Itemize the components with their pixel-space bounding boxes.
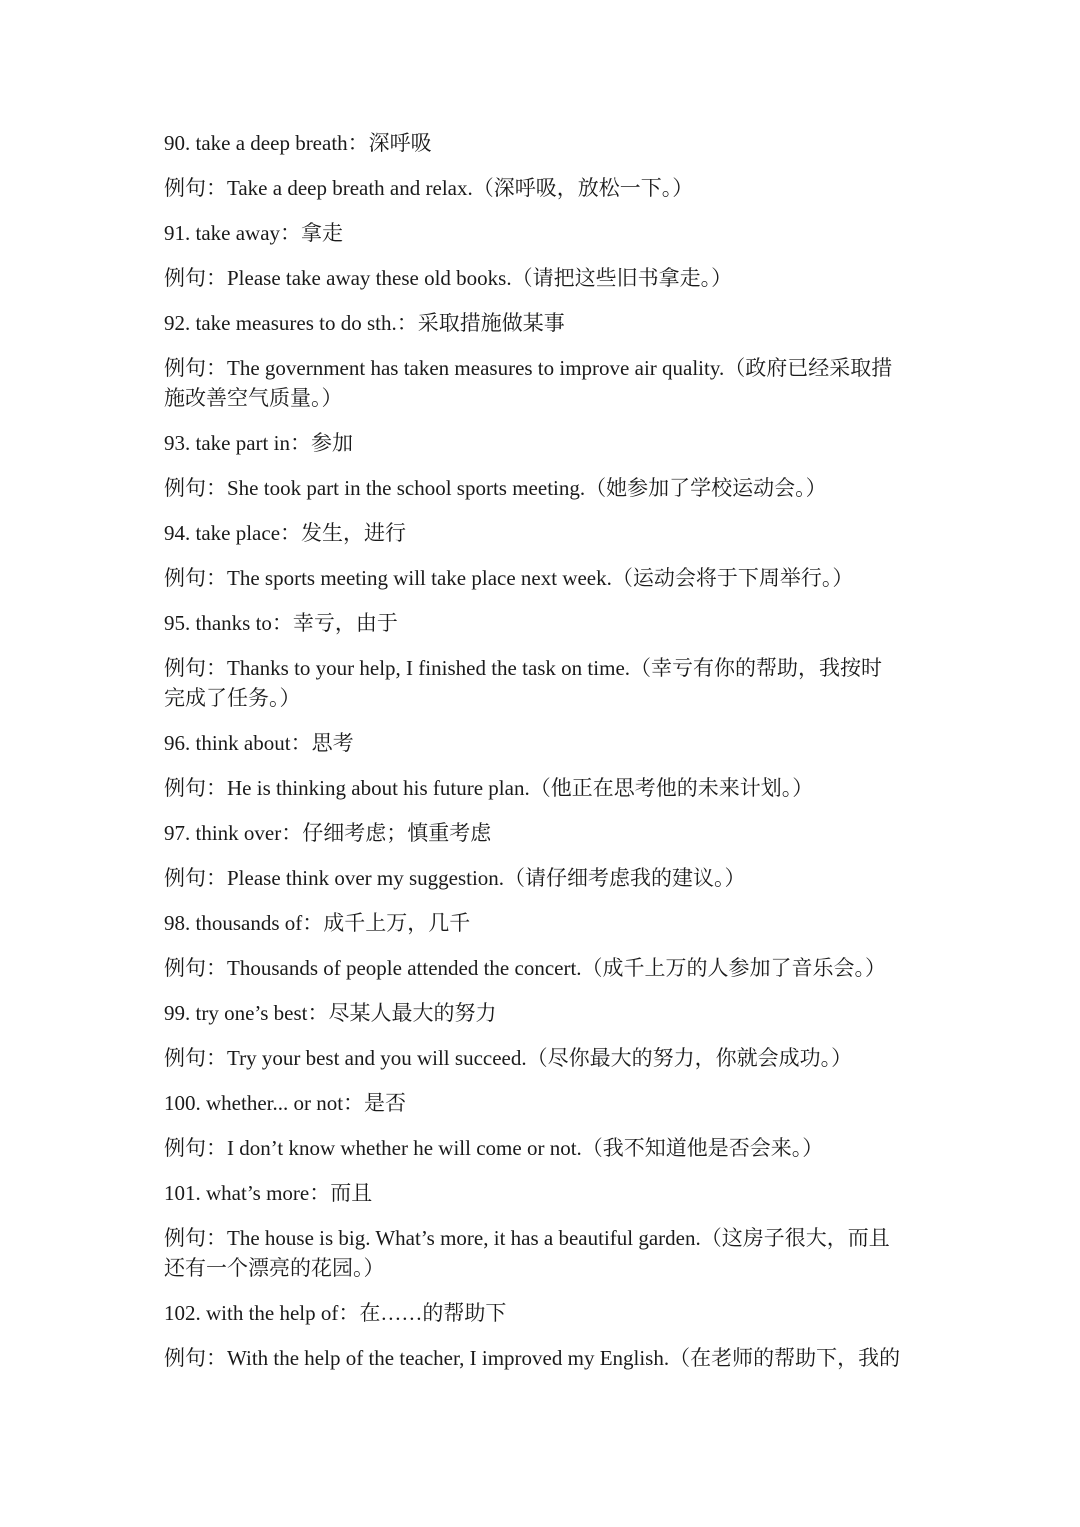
phrase-line: 98. thousands of：成千上万，几千	[164, 911, 471, 935]
example-line-continued: 完成了任务。）	[164, 686, 301, 710]
phrase-line: 91. take away：拿走	[164, 221, 344, 245]
phrase-entry	[164, 1178, 924, 1208]
phrase-line: 93. take part in：参加	[164, 431, 353, 455]
phrase-line: 94. take place：发生，进行	[164, 521, 407, 545]
example-sentence	[164, 1133, 924, 1163]
example-line: 例句：The sports meeting will take place next week.（运动会将于下周举行。）	[164, 566, 854, 590]
example-line: 例句：The house is big. What’s more, it has a beautiful garden.（这房子很大，而且	[164, 1226, 890, 1250]
phrase-line: 97. think over：仔细考虑；慎重考虑	[164, 821, 492, 845]
example-sentence	[164, 173, 924, 203]
example-line: 例句：The government has taken measures to improve air quality.（政府已经采取措	[164, 356, 893, 380]
phrase-entry	[164, 818, 924, 848]
phrase-entry	[164, 998, 924, 1028]
phrase-entry	[164, 128, 924, 158]
phrase-entry	[164, 608, 924, 638]
phrase-line: 90. take a deep breath：深呼吸	[164, 131, 432, 155]
phrase-list	[164, 128, 924, 1388]
phrase-line: 102. with the help of：在……的帮助下	[164, 1301, 507, 1325]
example-sentence	[164, 653, 924, 713]
example-line: 例句：Take a deep breath and relax.（深呼吸，放松一下。）	[164, 176, 694, 200]
example-line: 例句：With the help of the teacher, I improved my English.（在老师的帮助下，我的	[164, 1346, 901, 1370]
phrase-entry	[164, 1088, 924, 1118]
example-sentence	[164, 1043, 924, 1073]
example-sentence	[164, 1223, 924, 1283]
example-sentence	[164, 263, 924, 293]
example-sentence	[164, 473, 924, 503]
phrase-entry	[164, 908, 924, 938]
example-sentence	[164, 773, 924, 803]
phrase-line: 96. think about：思考	[164, 731, 354, 755]
example-line: 例句：I don’t know whether he will come or not.（我不知道他是否会来。）	[164, 1136, 824, 1160]
phrase-entry	[164, 428, 924, 458]
example-sentence	[164, 563, 924, 593]
example-sentence	[164, 863, 924, 893]
phrase-line: 92. take measures to do sth.：采取措施做某事	[164, 311, 565, 335]
example-line: 例句：He is thinking about his future plan.（他正在思考他的未来计划。）	[164, 776, 814, 800]
phrase-line: 100. whether... or not：是否	[164, 1091, 407, 1115]
phrase-line: 95. thanks to：幸亏，由于	[164, 611, 398, 635]
example-sentence	[164, 1343, 924, 1373]
phrase-line: 101. what’s more：而且	[164, 1181, 373, 1205]
example-line: 例句：Thanks to your help, I finished the task on time.（幸亏有你的帮助，我按时	[164, 656, 883, 680]
example-line: 例句：Please take away these old books.（请把这些旧书拿走。）	[164, 266, 733, 290]
example-line-continued: 还有一个漂亮的花园。）	[164, 1256, 385, 1280]
phrase-entry	[164, 308, 924, 338]
phrase-entry	[164, 218, 924, 248]
phrase-entry	[164, 1298, 924, 1328]
phrase-line: 99. try one’s best：尽某人最大的努力	[164, 1001, 497, 1025]
example-line: 例句：Try your best and you will succeed.（尽你最大的努力，你就会成功。）	[164, 1046, 853, 1070]
example-line-continued: 施改善空气质量。）	[164, 386, 343, 410]
example-line: 例句：Thousands of people attended the concert.（成千上万的人参加了音乐会。）	[164, 956, 887, 980]
example-line: 例句：She took part in the school sports meeting.（她参加了学校运动会。）	[164, 476, 827, 500]
example-sentence	[164, 353, 924, 413]
phrase-entry	[164, 518, 924, 548]
phrase-entry	[164, 728, 924, 758]
example-sentence	[164, 953, 924, 983]
example-line: 例句：Please think over my suggestion.（请仔细考虑我的建议。）	[164, 866, 746, 890]
